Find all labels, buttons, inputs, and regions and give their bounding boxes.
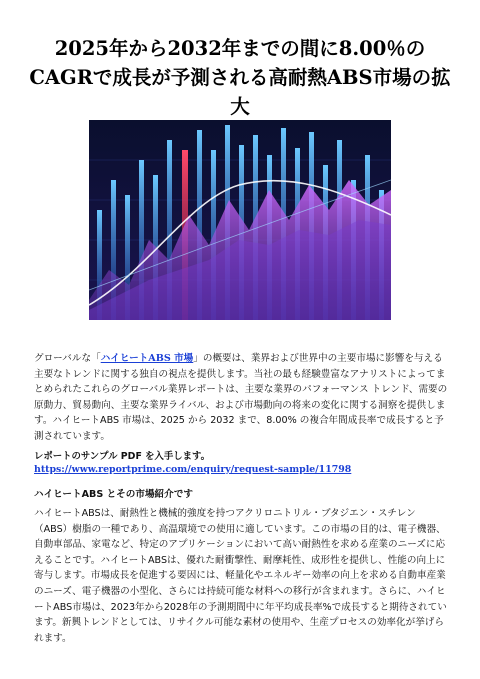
section-heading: ハイヒートABS とその市場紹介です <box>34 489 193 500</box>
market-growth-chart-image <box>89 120 391 320</box>
body-paragraph: ハイヒートABSは、耐熱性と機械的強度を持つアクリロニトリル・ブタジエン・スチレン（ABS）樹脂の一種であり、高温環境での使用に適しています。この市場の目的は、電子機器、自動車部品、家電など、特定のアプリケーションにおいて高い耐熱性を求める産業のニーズに応えることです。ハイヒートABSは、優れた耐衝撃性、耐摩耗性、成形性を提供し、性能の向上に寄与します。市場成長を促進する要因には、軽量化やエネルギー効率の向上を求める自動車産業のニーズ、電子機器の小型化、さらには持続可能な材料への移行が含まれます。さらに、ハイヒートABS市場は、2023年から2028年の予測期間中に年平均成長率%で成長すると期待されています。新興トレンドとしては、リサイクル可能な素材の使用や、生産プロセスの効率化が挙げられます。 <box>34 508 447 644</box>
sample-request-link[interactable]: https://www.reportprime.com/enquiry/request-sample/11798 <box>34 464 352 475</box>
page-title: 2025年から2032年までの間に8.00％のCAGRで成長が予測される高耐熱ABS市場の拡大 <box>29 37 451 118</box>
intro-paragraph <box>34 351 448 445</box>
sample-lead-text: レポートのサンプル PDF を入手します。 <box>34 451 210 462</box>
intro-text-before: グローバルな「 <box>34 353 101 364</box>
intro-text-after: 」の概要は、業界および世界中の主要市場に影響を与える主要なトレンドに関する独自の視点を提供します。当社の最も経験豊富なアナリストによってまとめられたこれらのグローバル業界レポートは、主要な業界のパフォーマンス トレンド、需要の原動力、貿易動向、主要な業界ライバル、および市場動向の将来の変化に関する洞察を提供します。ハイヒートABS 市場は、2025 から 2032 まで、8.00% の複合年間成長率で成長すると予測されています。 <box>34 353 448 442</box>
market-report-link[interactable]: ハイヒートABS 市場 <box>100 353 194 364</box>
sample-request-paragraph <box>34 450 448 476</box>
hero-graphic <box>89 120 391 320</box>
